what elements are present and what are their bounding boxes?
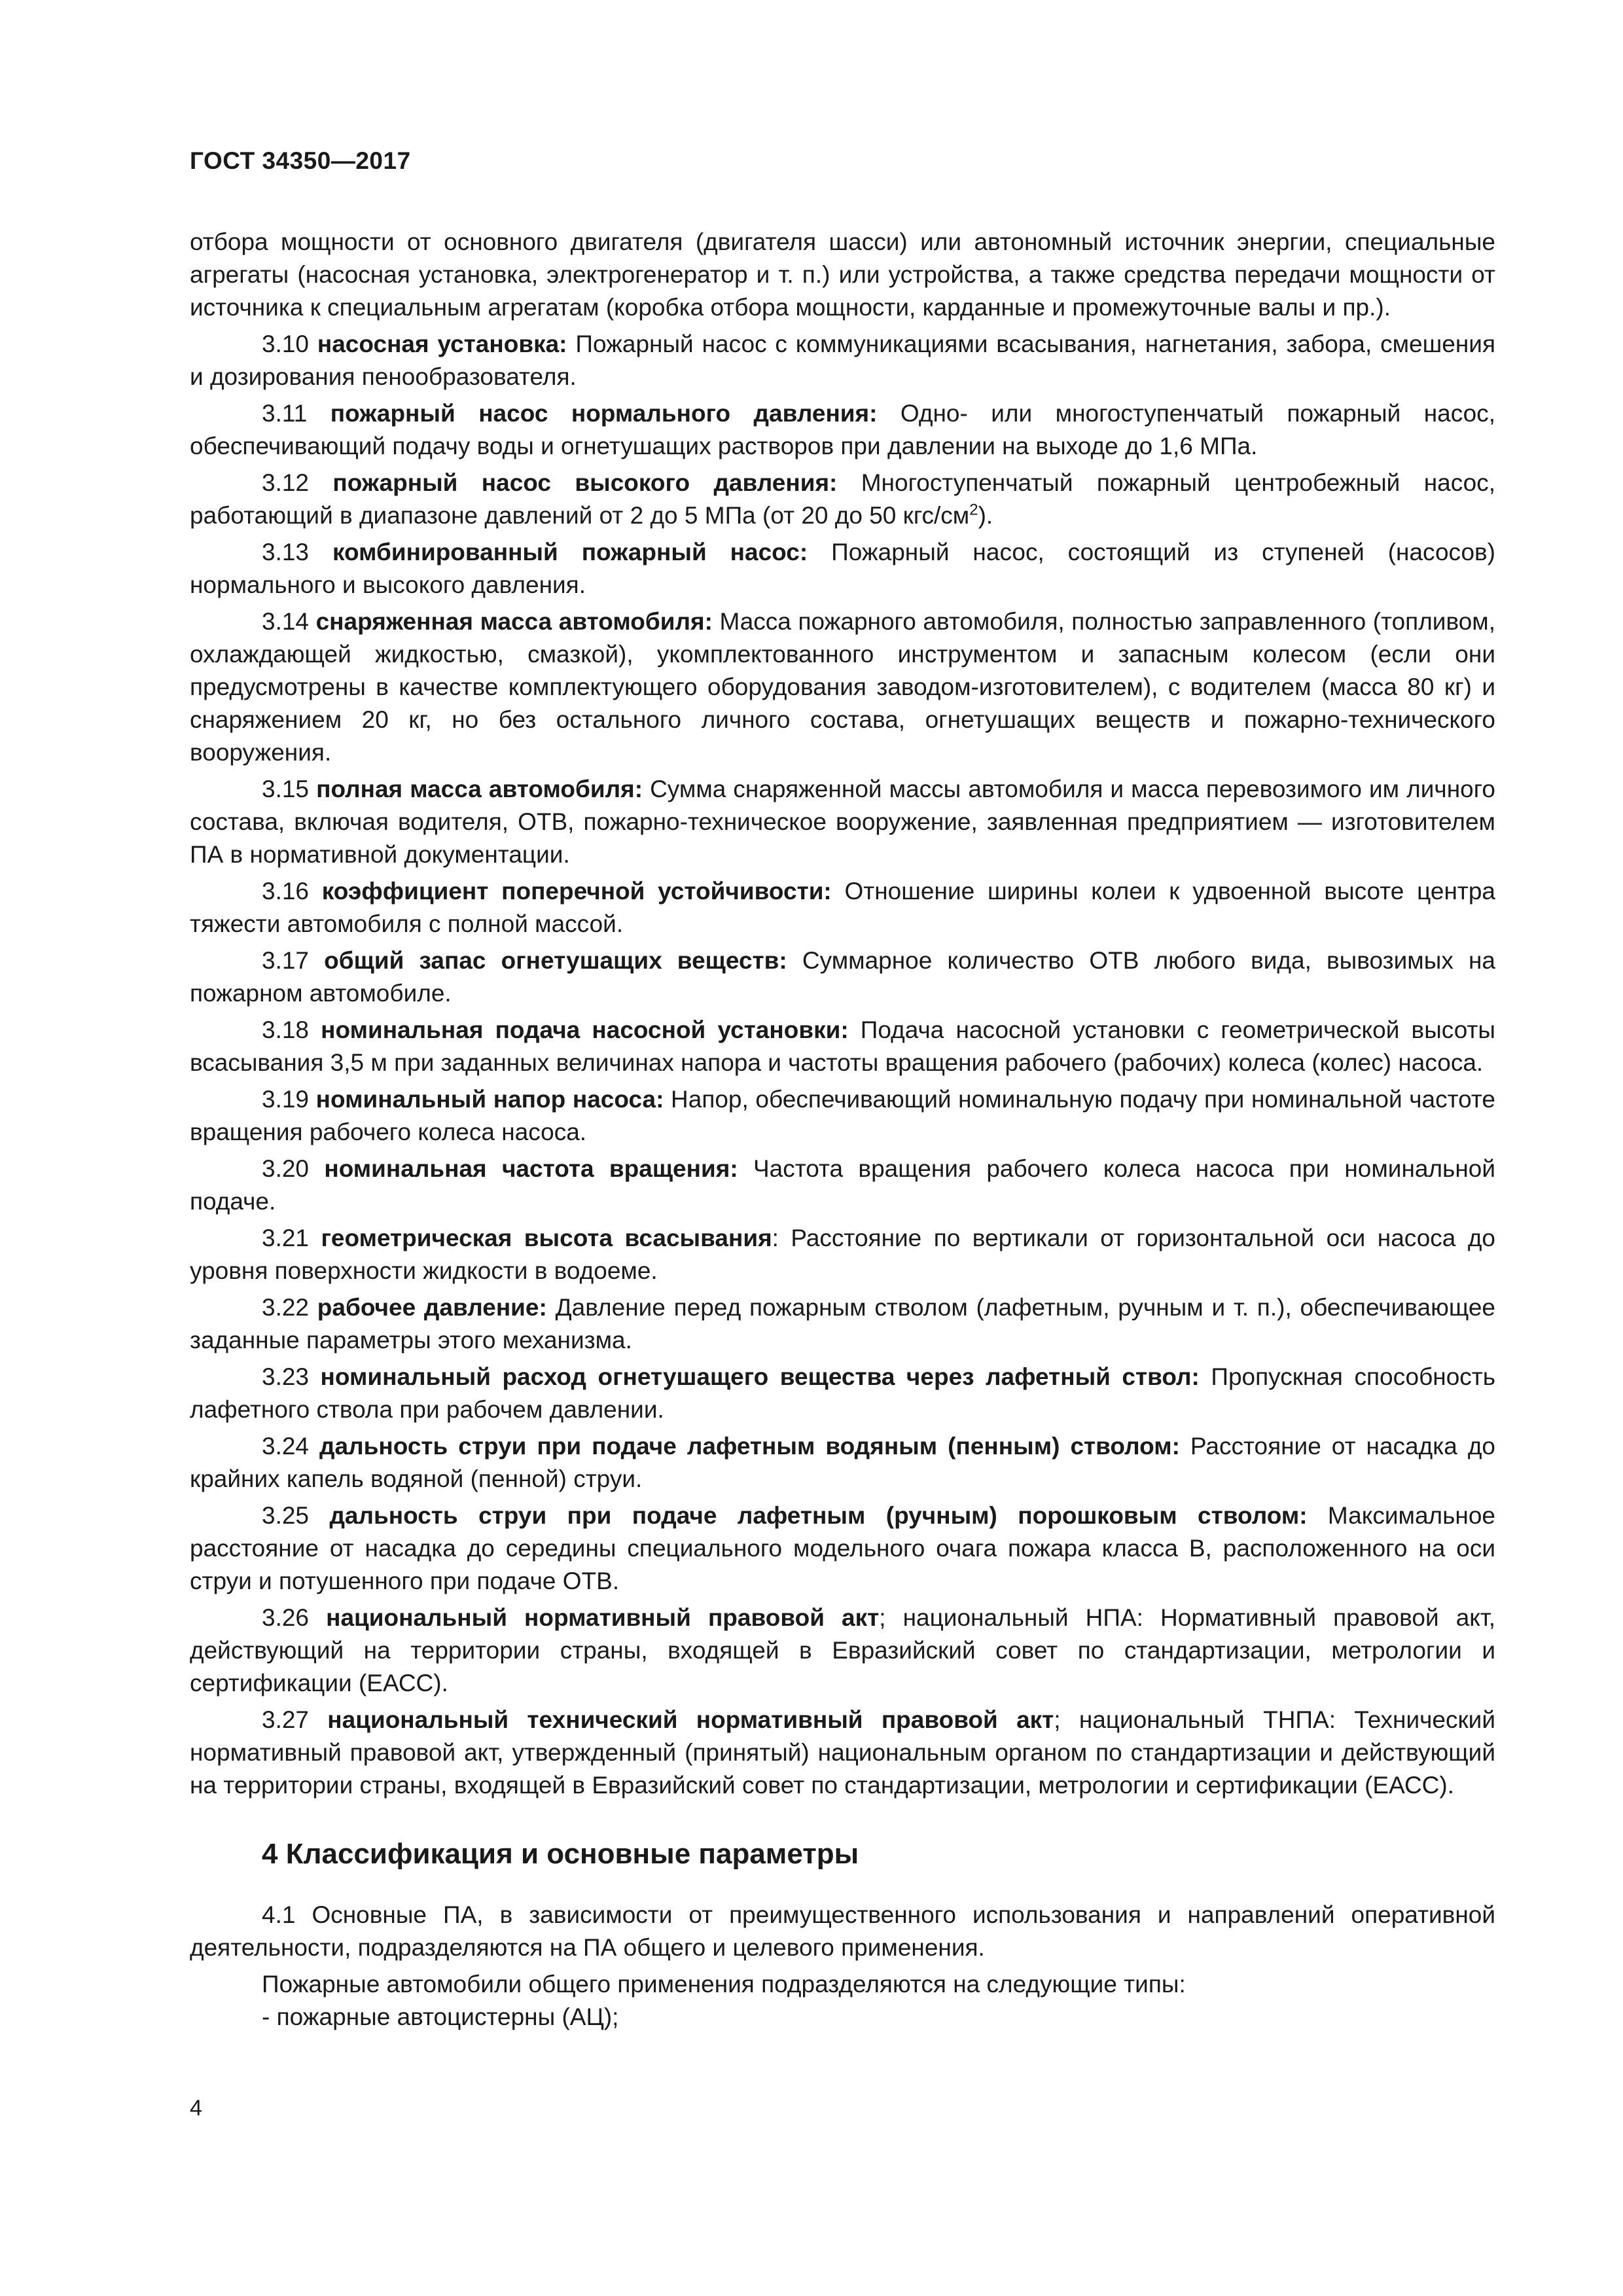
definition-text: Одно- или многоступенчатый пожарный насос, обеспечивающий подачу воды и огнетушащих растворов при давлении на выходе до 1,6 МПа. [190, 400, 1495, 459]
definition-text: Отношение ширины колеи к удвоенной высоте центра тяжести автомобиля с полной массой. [190, 878, 1495, 937]
definition-text: Расстояние от насадка до крайних капель водяной (пенной) струи. [190, 1433, 1495, 1492]
definition-term: полная масса автомобиля: [316, 776, 643, 802]
definition-term: дальность струи при подаче лафетным водяным (пенным) стволом: [319, 1433, 1180, 1460]
definition-3-15 [190, 773, 1495, 871]
definition-number: 3.24 [262, 1433, 310, 1460]
definition-3-11 [190, 397, 1495, 463]
definition-text: Сумма снаряженной массы автомобиля и масса перевозимого им личного состава, включая водителя, ОТВ, пожарно-техническое вооружение, заявленная предприятием — изготовителем ПА в нормативной документации. [190, 776, 1495, 868]
document-code-header: ГОСТ 34350—2017 [190, 147, 411, 174]
continued-paragraph: отбора мощности от основного двигателя (двигателя шасси) или автономный источник энергии, специальные агрегаты (насосная установка, электрогенератор и т. п.) или устройства, а также средства передачи мощности от источника к специальным агрегатам (коробка отбора мощности, карданные и промежуточные валы и пр.). [190, 228, 1495, 321]
definition-3-13 [190, 536, 1495, 601]
definition-text: Давление перед пожарным стволом (лафетным, ручным и т. п.), обеспечивающее заданные параметры этого механизма. [190, 1294, 1496, 1354]
definition-number: 3.17 [262, 947, 310, 974]
definition-text: Многоступенчатый пожарный центробежный насос, работающий в диапазоне давлений от 2 до 5 МПа (от 20 до 50 кгс/см [190, 469, 1495, 529]
superscript: 2 [969, 501, 978, 519]
definition-text: Пожарный насос, состоящий из ступеней (насосов) нормального и высокого давления. [190, 539, 1495, 598]
definition-term: коэффициент поперечной устойчивости: [321, 878, 832, 905]
definition-text: ; национальный ТНПА: Технический нормативный правовой акт, утвержденный (принятый) национальным органом по стандартизации и действующий на территории страны, входящей в Евразийский совет по стандартизации, метрологии и сертификации (ЕАСС). [190, 1706, 1496, 1799]
definition-3-25 [190, 1499, 1495, 1598]
definition-3-16 [190, 875, 1495, 941]
definition-3-22 [190, 1291, 1495, 1357]
list-item: - пожарные автоцистерны (АЦ); [262, 2003, 619, 2030]
definition-3-26 [190, 1602, 1495, 1700]
definition-3-19 [190, 1083, 1495, 1149]
definition-text: Максимальное расстояние от насадка до середины специального модельного очага пожара класса В, расположенного на оси струи и потушенного при подаче ОТВ. [190, 1502, 1495, 1594]
definition-number: 3.23 [262, 1363, 310, 1390]
definition-term: общий запас огнетушащих веществ: [324, 947, 787, 974]
definition-term: рабочее давление: [317, 1294, 547, 1321]
definition-3-24 [190, 1430, 1495, 1496]
definition-3-14 [190, 605, 1495, 769]
definition-number: 3.18 [262, 1016, 310, 1043]
definition-number: 3.27 [262, 1706, 310, 1733]
definition-term: геометрическая высота всасывания [321, 1225, 772, 1251]
definition-term: национальный технический нормативный правовой акт [327, 1706, 1054, 1733]
definition-number: 3.12 [262, 469, 310, 496]
definition-number: 3.10 [262, 331, 310, 357]
definition-number: 3.14 [262, 608, 310, 635]
definition-3-23 [190, 1361, 1495, 1426]
definition-text: Суммарное количество ОТВ любого вида, вывозимых на пожарном автомобиле. [190, 947, 1496, 1007]
definition-3-27 [190, 1704, 1495, 1802]
definition-term: насосная установка: [317, 331, 567, 357]
definition-number: 3.19 [262, 1086, 310, 1113]
definition-term: пожарный насос высокого давления: [332, 469, 838, 496]
definition-term: номинальная подача насосной установки: [321, 1016, 849, 1043]
definition-text: Подача насосной установки с геометрической высоты всасывания 3,5 м при заданных величинах напора и частоты вращения рабочего (рабочих) колеса (колес) насоса. [190, 1016, 1496, 1076]
definition-term: снаряженная масса автомобиля: [315, 608, 713, 635]
paragraph-types-intro: Пожарные автомобили общего применения подразделяются на следующие типы: [262, 1971, 1186, 1998]
definition-term: номинальный напор насоса: [315, 1086, 664, 1113]
definition-number: 3.15 [262, 776, 310, 802]
document-body [190, 226, 1495, 2034]
section-title: 4 Классификация и основные параметры [262, 1838, 859, 1870]
definition-text: Масса пожарного автомобиля, полностью заправленного (топливом, охлаждающей жидкостью, смазкой), укомплектованного инструментом и запасным колесом (если они предусмотрены в качестве комплектующего оборудования заводом-изготовителем), с водителем (масса 80 кг) и снаряжением 20 кг, но без остального личного состава, огнетушащих веществ и пожарно-технического вооружения. [190, 608, 1495, 766]
definition-number: 3.21 [262, 1225, 310, 1251]
definition-text: Напор, обеспечивающий номинальную подачу при номинальной частоте вращения рабочего колеса насоса. [190, 1086, 1496, 1145]
definition-text: : Расстояние по вертикали от горизонтальной оси насоса до уровня поверхности жидкости в водоеме. [190, 1225, 1495, 1284]
definition-term: номинальная частота вращения: [324, 1155, 738, 1182]
page-number: 4 [190, 2096, 202, 2121]
definition-number: 3.22 [262, 1294, 310, 1321]
definition-number: 3.26 [262, 1604, 310, 1631]
definition-text: Пожарный насос с коммуникациями всасывания, нагнетания, забора, смешения и дозирования пенообразователя. [190, 331, 1495, 390]
definitions-list [190, 328, 1495, 1802]
definition-3-18 [190, 1014, 1495, 1079]
definition-text: ; национальный НПА: Нормативный правовой акт, действующий на территории страны, входящей в Евразийский совет по стандартизации, метрологии и сертификации (ЕАСС). [190, 1604, 1495, 1696]
definition-text: Пропускная способность лафетного ствола при рабочем давлении. [190, 1363, 1495, 1423]
definition-3-17 [190, 944, 1495, 1010]
definition-3-21 [190, 1222, 1495, 1287]
definition-number: 3.13 [262, 539, 310, 565]
definition-number: 3.20 [262, 1155, 310, 1182]
definition-number: 3.11 [262, 400, 308, 427]
definition-text-tail: ). [978, 502, 993, 529]
definition-3-12 [190, 467, 1495, 532]
definition-text: Частота вращения рабочего колеса насоса при номинальной подаче. [190, 1155, 1495, 1215]
definition-number: 3.16 [262, 878, 310, 905]
definition-3-10 [190, 328, 1495, 393]
definition-term: пожарный насос нормального давления: [330, 400, 878, 427]
paragraph-4-1: 4.1 Основные ПА, в зависимости от преимущественного использования и направлений оперативной деятельности, подразделяются на ПА общего и целевого применения. [190, 1901, 1495, 1961]
definition-number: 3.25 [262, 1502, 310, 1529]
definition-term: номинальный расход огнетушащего вещества через лафетный ствол: [320, 1363, 1200, 1390]
definition-term: национальный нормативный правовой акт [326, 1604, 880, 1631]
definition-term: дальность струи при подаче лафетным (ручным) порошковым стволом: [329, 1502, 1308, 1529]
definition-3-20 [190, 1153, 1495, 1218]
definition-term: комбинированный пожарный насос: [332, 539, 808, 565]
